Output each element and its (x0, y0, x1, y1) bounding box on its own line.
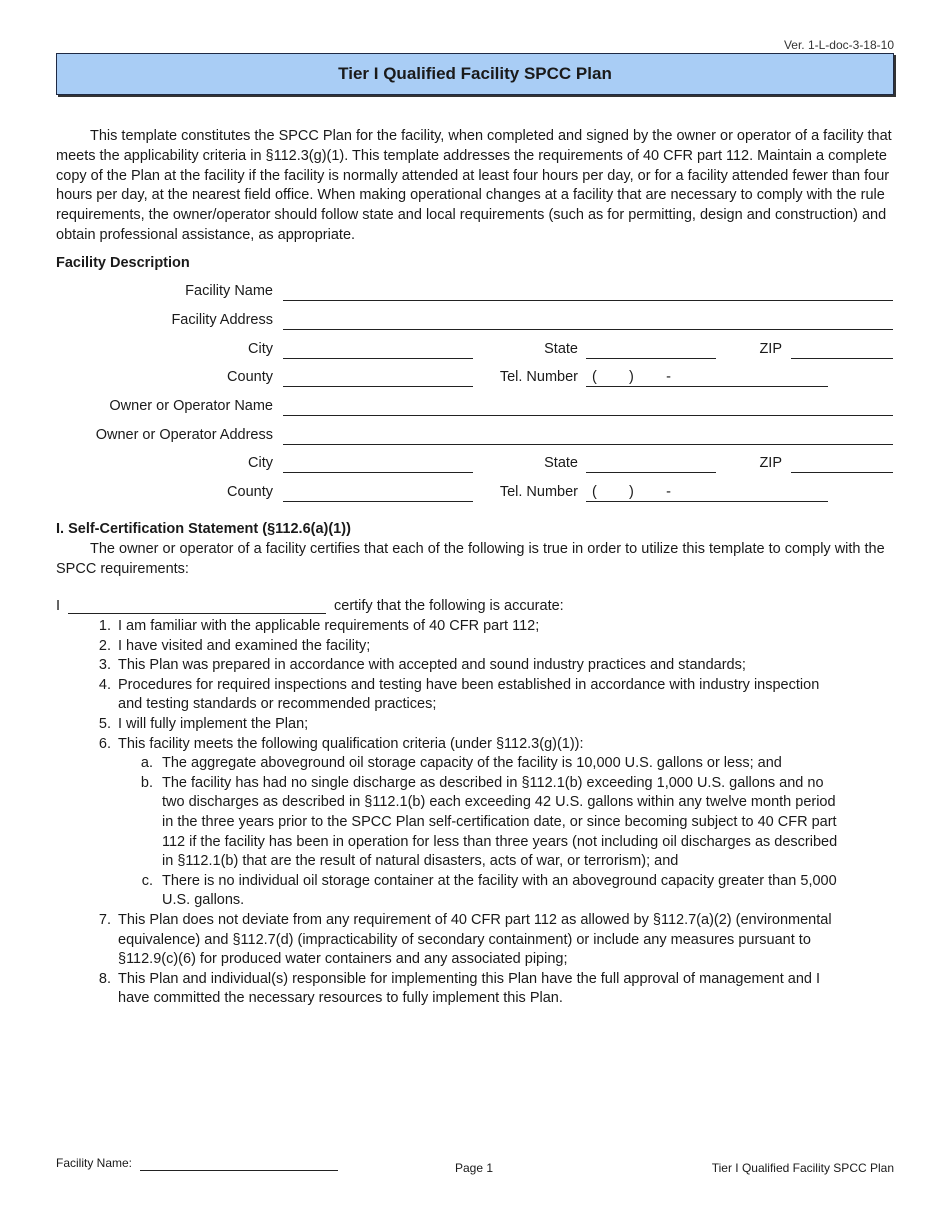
facility-state-label: State (544, 341, 578, 357)
list-item-number: 4. (98, 676, 111, 693)
list-item-number: 8. (98, 970, 111, 987)
list-item-text: There is no individual oil storage container at the facility with an aboveground capacity greater than 5,000 (162, 872, 837, 889)
footer-facility-name-label: Facility Name: (56, 1156, 133, 1170)
list-item-text: This Plan does not deviate from any requirement of 40 CFR part 112 as allowed by §112.7(a)(2) (environmental (118, 912, 832, 928)
owner-name-field[interactable] (283, 415, 893, 416)
owner-city-label: City (248, 455, 273, 471)
list-item-number: c. (141, 872, 153, 889)
footer-page-number: Page 1 (455, 1161, 494, 1175)
intro-text: This template constitutes the SPCC Plan for the facility, when completed and signed by the owner or operator of a facility that meets the applicability criteria in §112.3(g)(1). This template addresses the requirements of 40 CFR part 112. Maintain a complete copy of the Plan at the facility if the facility is normally attended at least four hours per day, or for a facility attended fewer than four hours per day, at the nearest field office. When making operational changes at a facility that are necessary to comply with the rule requirements, the owner/operator should follow state and local requirements (such as for permitting, design and construction) and obtain professional assistance, as appropriate. (56, 128, 892, 243)
facility-tel-label: Tel. Number (499, 369, 578, 385)
owner-state-field[interactable] (586, 472, 716, 473)
list-item-text: in the three years prior to the SPCC Plan self-certification date, or since becoming subject to 40 CFR part (162, 814, 837, 830)
facility-name-label: Facility Name (185, 283, 273, 299)
owner-name-label: Owner or Operator Name (109, 398, 273, 414)
owner-address-label: Owner or Operator Address (95, 427, 273, 443)
owner-city-field[interactable] (283, 472, 473, 473)
list-item-text: equivalence) and §112.7(d) (impracticability of secondary containment) or include any measures pursuant to (118, 931, 811, 948)
facility-tel-template: ( ) - (592, 369, 671, 385)
facility-county-field[interactable] (283, 386, 473, 387)
facility-zip-field[interactable] (791, 358, 893, 359)
list-item-text: I am familiar with the applicable requirements of 40 CFR part 112; (118, 618, 540, 634)
certifier-i-label: I (56, 598, 61, 614)
footer-facility-name-field[interactable] (140, 1170, 338, 1171)
facility-tel-field[interactable] (586, 386, 828, 387)
list-item-number: b. (140, 774, 153, 791)
version-label: Ver. 1-L-doc-3-18-10 (783, 38, 894, 52)
list-item-number: 5. (98, 716, 111, 732)
owner-state-label: State (544, 455, 578, 471)
intro-paragraph (56, 127, 892, 246)
list-item-text: two discharges as described in §112.1(b) each exceeding 42 U.S. gallons within any twelve month period (162, 794, 836, 811)
list-item-text: I will fully implement the Plan; (118, 716, 309, 732)
page-title: Tier I Qualified Facility SPCC Plan (56, 53, 894, 95)
owner-zip-field[interactable] (791, 472, 893, 473)
owner-county-field[interactable] (283, 501, 473, 502)
list-item-number: 3. (98, 657, 111, 674)
owner-zip-label: ZIP (759, 455, 782, 471)
facility-city-label: City (248, 341, 273, 357)
list-item-number: 7. (98, 912, 111, 928)
list-item-number: a. (140, 755, 153, 772)
facility-zip-label: ZIP (759, 341, 782, 357)
owner-tel-template: ( ) - (592, 484, 671, 500)
list-item-text: This Plan and individual(s) responsible for implementing this Plan have the full approval of management and I (118, 970, 821, 987)
list-item-text: and testing standards or recommended practices; (118, 696, 437, 713)
list-item-text: The aggregate aboveground oil storage capacity of the facility is 10,000 U.S. gallons or less; and (162, 755, 782, 772)
certification-intro (56, 540, 892, 580)
list-item-text: have committed the necessary resources to fully implement this Plan. (118, 990, 563, 1007)
certify-text: certify that the following is accurate: (334, 598, 564, 614)
list-item-text: Procedures for required inspections and testing have been established in accordance with industry inspection (118, 676, 820, 693)
list-item-number: 6. (98, 735, 111, 752)
list-item-text: 112 if the facility has been in operation for less than three years (not including oil discharges as described (162, 833, 838, 850)
list-item-text: The facility has had no single discharge as described in §112.1(b) exceeding 1,000 U.S. gallons and no (162, 774, 824, 791)
owner-tel-field[interactable] (586, 501, 828, 502)
list-item-text: U.S. gallons. (162, 892, 245, 909)
facility-address-field[interactable] (283, 329, 893, 330)
list-item-text: I have visited and examined the facility; (118, 637, 371, 654)
facility-name-field[interactable] (283, 300, 893, 301)
owner-address-field[interactable] (283, 444, 893, 445)
footer-doc-title: Tier I Qualified Facility SPCC Plan (711, 1161, 894, 1175)
owner-county-label: County (227, 484, 273, 500)
list-item-number: 2. (98, 637, 111, 654)
facility-city-field[interactable] (283, 358, 473, 359)
list-item-text: This Plan was prepared in accordance with accepted and sound industry practices and standards; (118, 657, 746, 674)
list-item-text: §112.9(c)(6) for produced water containers and any associated piping; (118, 951, 568, 968)
certification-heading: I. Self-Certification Statement (§112.6(a)(1)) (56, 521, 351, 537)
list-item-text: in §112.1(b) that are the result of natural disasters, acts of war, or terrorism); and (162, 853, 679, 870)
owner-tel-label: Tel. Number (499, 484, 578, 500)
certifier-name-field[interactable] (68, 613, 326, 614)
facility-county-label: County (227, 369, 273, 385)
facility-description-heading: Facility Description (56, 255, 190, 271)
list-item-text: This facility meets the following qualification criteria (under §112.3(g)(1)): (118, 735, 584, 752)
certification-intro-text: The owner or operator of a facility certifies that each of the following is true in order to utilize this template to comply with the SPCC requirements: (56, 541, 885, 577)
facility-address-label: Facility Address (171, 312, 273, 328)
facility-state-field[interactable] (586, 358, 716, 359)
list-item-number: 1. (98, 618, 111, 634)
